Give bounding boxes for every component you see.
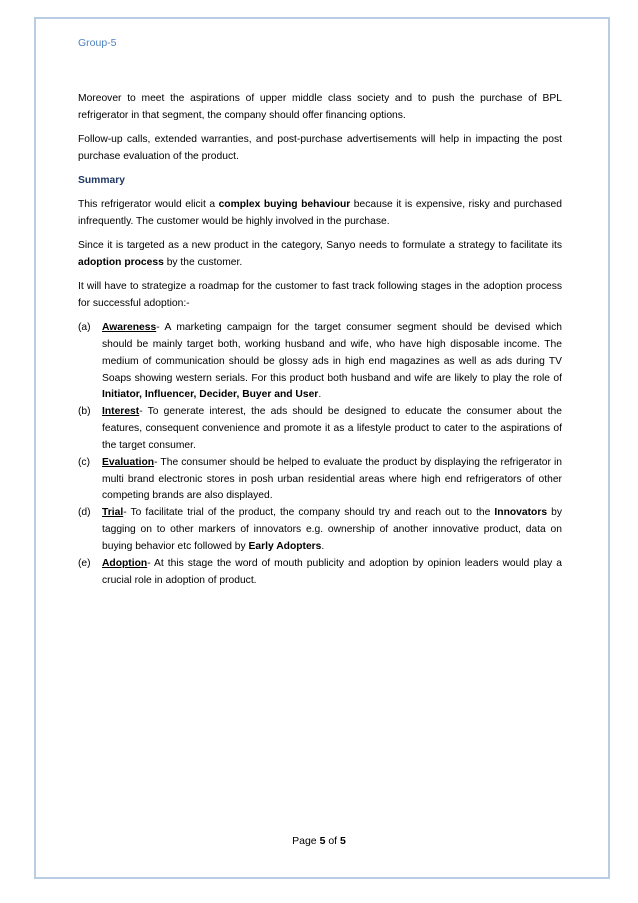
page-footer [0,835,638,847]
summary-paragraph-1 [78,197,562,231]
list-marker: (e) [78,558,91,570]
text-span: by the customer. [163,256,243,268]
stage-term: Awareness [102,322,157,334]
stage-awareness [78,320,562,404]
stage-text: - To generate interest, the ads should be designed to educate the consumer about the features, consequent convenience and promote it as a lifestyle product to cater to the aspirations of the target consumer. [102,406,562,451]
paragraph-post-purchase: Follow-up calls, extended warranties, and post-purchase advertisements will help in impacting the post purchase evaluation of the product. [78,133,562,162]
stage-term: Trial [102,507,124,519]
stage-text: - At this stage the word of mouth publicity and adoption by opinion leaders would play a crucial role in adoption of product. [102,558,562,586]
page-number: 5 [319,835,326,847]
stage-interest [78,404,562,454]
stage-trial [78,505,562,555]
stage-text: - To facilitate trial of the product, the company should try and reach out to the [123,507,495,519]
of-label: of [328,835,338,847]
stage-term: Interest [102,406,140,418]
stage-text-2: by tagging on to other markers of innovators e.g. ownership of another innovative product, data on buying behavior etc followed by [102,507,562,553]
page-total: 5 [340,835,346,847]
page-label: Page [292,835,317,847]
list-marker: (d) [78,507,91,519]
text-span: because it is expensive, risky and purchased infrequently. The customer would be highly involved in the purchase. [78,199,562,227]
bold-roles: Initiator, Influencer, Decider, Buyer and User [102,389,319,401]
stage-term: Adoption [102,558,148,570]
list-marker: (b) [78,406,91,418]
bold-term: adoption process [78,256,164,268]
summary-paragraph-3: It will have to strategize a roadmap for the customer to fast track following stages in the adoption process for successful adoption:- [78,281,562,309]
summary-heading: Summary [78,174,125,186]
adoption-stages-list [78,320,562,590]
text-span: Since it is targeted as a new product in the category, Sanyo needs to formulate a strategy to facilitate its [78,240,562,252]
bold-early-adopters: Early Adopters [248,541,322,553]
stage-text: - The consumer should be helped to evaluate the product by displaying the refrigerator in multi brand electronic stores in posh urban residential areas where high end refrigerators of other competing brands are also displayed. [102,456,562,502]
document-body [78,91,562,590]
stage-adoption [78,556,562,590]
stage-text: - A marketing campaign for the target consumer segment should be devised which should be mainly target both, working husband and wife, who have high disposable income. The medium of communication should be glossy ads in high end magazines as well as ads during TV Soaps showing western serials. For this product both husband and wife are likely to play the role of [102,322,562,384]
stage-tail: . [321,541,325,553]
stage-term: Evaluation [102,456,155,468]
stage-tail: . [318,389,322,401]
list-marker: (a) [78,322,91,334]
stage-evaluation [78,455,562,505]
text-span: This refrigerator would elicit a [78,199,219,211]
bold-innovators: Innovators [494,507,548,519]
bold-term: complex buying behaviour [218,199,351,211]
list-marker: (c) [78,456,91,468]
paragraph-financing: Moreover to meet the aspirations of upper middle class society and to push the purchase of BPL refrigerator in that segment, the company should offer financing options. [78,93,562,121]
summary-paragraph-2 [78,238,562,272]
header-group-label: Group-5 [78,37,117,49]
